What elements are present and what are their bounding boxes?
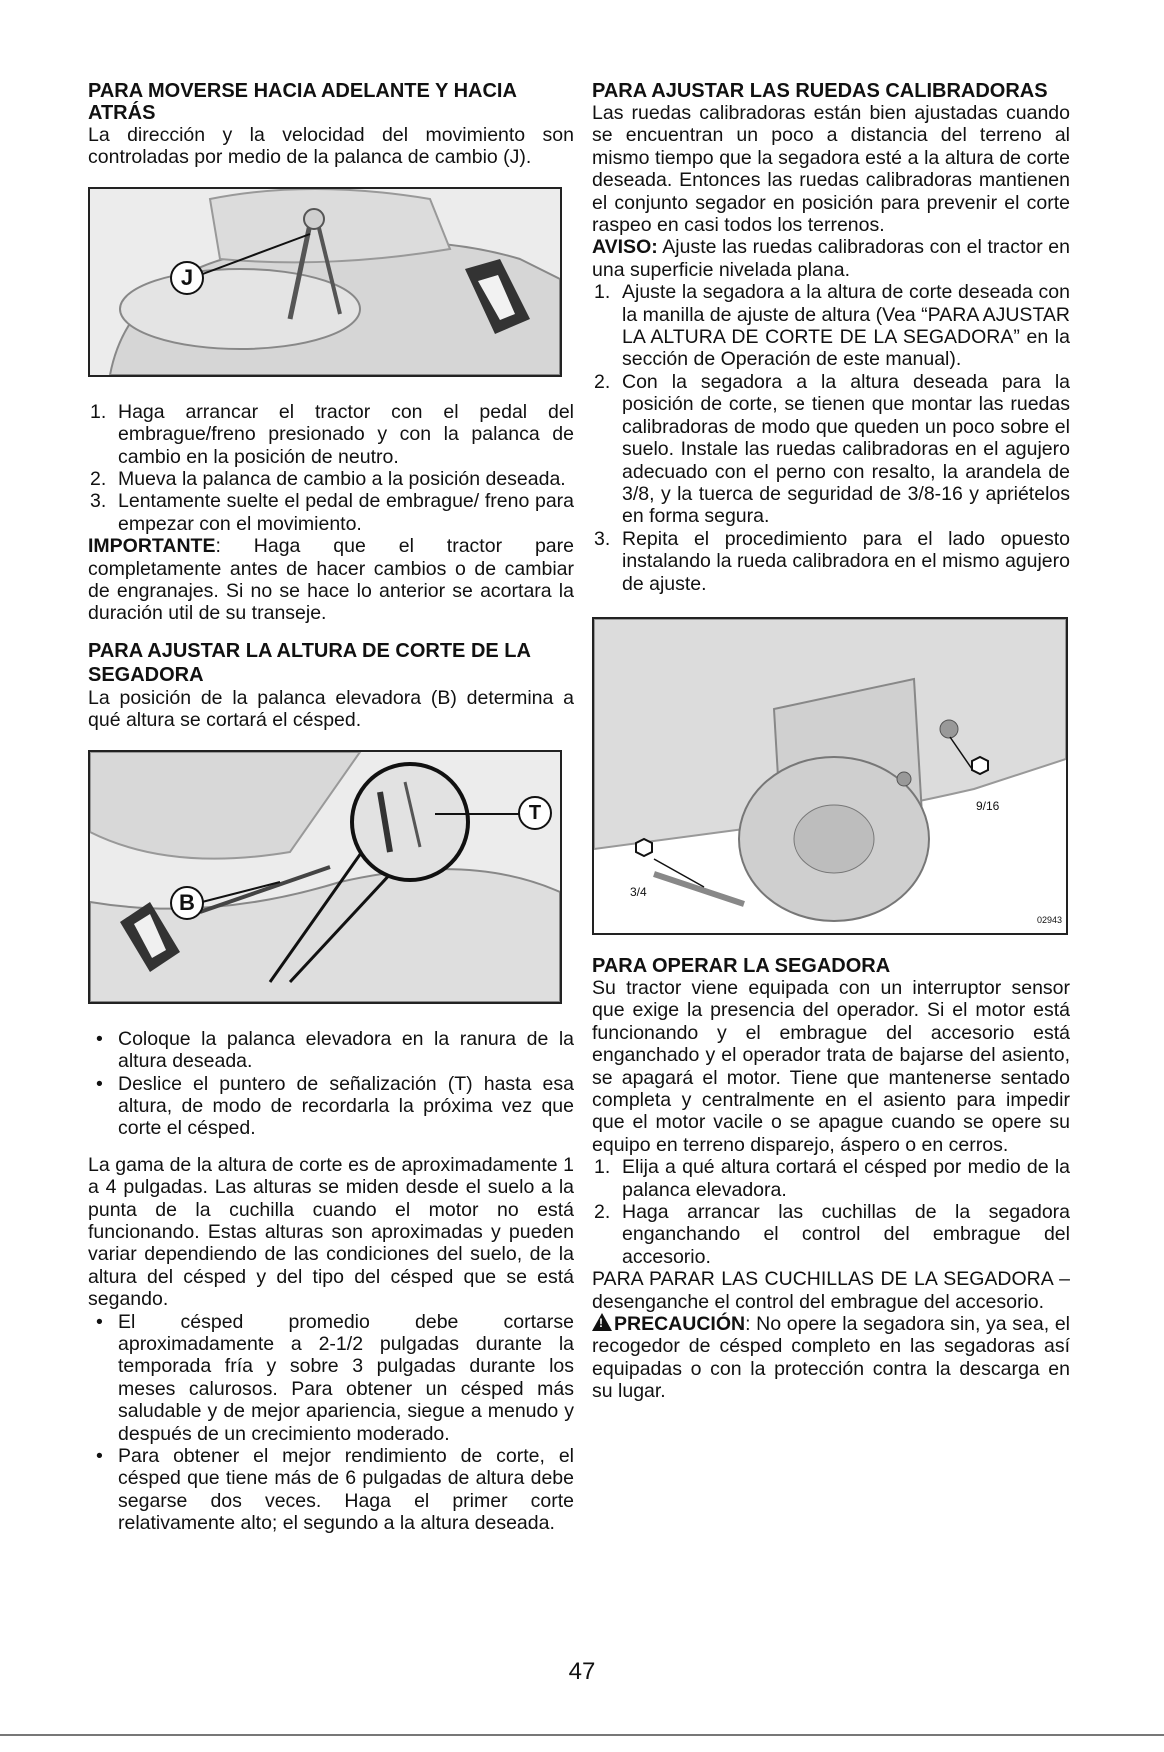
notice-label: AVISO: [592,236,658,259]
gauge-wheels-steps [592,281,1070,595]
label-3-4: 3/4 [630,884,647,899]
figure-shift-lever [88,187,562,377]
cut-height-range-paragraph: La gama de la altura de corte es de aproximadamente 1 a 4 pulgadas. Las alturas se miden desde el suelo a la punta de la cuchilla cuando el motor no está funcionando. Estas alturas son aproximadas y pueden variar dependiendo de las condiciones del suelo, de la altura del césped y del tipo del césped que se está segando. [88,1153,574,1311]
gauge-wheel-illustration [594,619,1066,933]
caution-label: PRECAUCIÓN [614,1313,746,1336]
bullet-item: • El césped promedio debe cortarse aproximadamente a 2-1/2 pulgadas durante la temporada fría y sobre 3 pulgadas durante los meses calurosos. Para obtener un césped más saludable y de mejor apariencia, siegue a menudo y después de un crecimiento moderado. [96,1310,574,1445]
warning-icon [592,1313,612,1331]
callout-t: T [518,796,552,830]
label-9-16: 9/16 [976,798,1000,813]
figure-lift-lever [88,750,562,1004]
cut-height-tips [88,1311,574,1535]
stop-blades-note: PARA PARAR LAS CUCHILLAS DE LA SEGADORA – desenganche el control del embrague del accesorio. [592,1268,1070,1313]
important-note: IMPORTANTE: Haga que el tractor pare completamente antes de hacer cambios o de cambiar de engranajes. Si no se hace lo anterior se acortara la duración util de su transeje. [88,535,574,625]
heading-cut-height: PARA AJUSTAR LA ALTURA DE CORTE DE LA SEGADORA [88,639,531,686]
step-item: 1. Haga arrancar el tractor con el pedal del embrague/freno presionado y con la palanca de cambio en la posición de neutro. [90,400,574,468]
heading-forward-reverse: PARA MOVERSE HACIA ADELANTE Y HACIA ATRÁS [88,80,517,124]
important-label: IMPORTANTE [88,535,216,558]
operate-mower-intro: Su tractor viene equipada con un interruptor sensor que exige la presencia del operador. Si el motor está funcionando y el embrague del accesorio está enganchado y el operador trata de bajarse del asiento, se apagará el motor. Tiene que mantenerse sentado completa y centralmente en el asiento para impedir que el motor vacile o se apague cuando se opere su equipo en terreno disparejo, áspero o en cerros. [592,976,1070,1156]
left-column [88,80,574,1535]
caution-note: !PRECAUCIÓN: No opere la segadora sin, ya sea, el recogedor de césped completo en las segadoras así equipadas o con la protección contra la descarga en su lugar. [592,1313,1070,1403]
step-item: 3. Repita el procedimiento para el lado opuesto instalando la rueda calibradora en el mismo agujero de ajuste. [594,527,1070,595]
bullet-item: • Para obtener el mejor rendimiento de corte, el césped que tiene más de 6 pulgadas de altura debe segarse dos veces. Haga el primer corte relativamente alto; el segundo a la altura deseada. [96,1445,574,1535]
step-item: 2. Con la segadora a la altura deseada para la posición de corte, se tienen que montar las ruedas calibradoras de modo que queden un poco sobre el suelo. Instale las ruedas calibradoras en el agujero adecuado con el perno con resalto, la arandela de 3/8, y la tuerca de seguridad de 3/8-16 y apriételos en forma segura. [594,370,1070,528]
step-item: 2. Haga arrancar las cuchillas de la segadora enganchando el control del embrague del accesorio. [594,1201,1070,1268]
shift-lever-illustration [90,189,560,375]
step-item: 1. Ajuste la segadora a la altura de corte deseada con la manilla de ajuste de altura (Vea “PARA AJUSTAR LA ALTURA DE CORTE DE LA SEGADORA” en la sección de Operación de este manual). [594,281,1070,371]
cut-height-bullets [88,1028,574,1140]
figure-code: 02943 [1036,914,1062,925]
bullet-item: • Coloque la palanca elevadora en la ranura de la altura deseada. [96,1027,574,1073]
callout-j: J [170,261,204,295]
bullet-item: • Deslice el puntero de señalización (T) hasta esa altura, de modo de recordarla la próxima vez que corte el césped. [96,1072,574,1140]
heading-operate-mower: PARA OPERAR LA SEGADORA [592,954,891,977]
notice-note: AVISO: Ajuste las ruedas calibradoras con el tractor en una superficie nivelada plana. [592,236,1070,281]
figure-gauge-wheel [592,617,1068,935]
callout-b: B [170,886,204,920]
gauge-wheels-intro: Las ruedas calibradoras están bien ajustadas cuando se encuentran un poco a distancia del terreno al mismo tiempo que la segadora esté a la altura de corte deseada. Entonces las ruedas calibradoras mantienen el conjunto segador en posición para prevenir el corte raspeo en casi todos los terrenos. [592,102,1070,237]
forward-reverse-steps [88,401,574,535]
heading-gauge-wheels: PARA AJUSTAR LAS RUEDAS CALIBRADORAS [592,80,1048,102]
cut-height-intro: La posición de la palanca elevadora (B) determina a qué altura se cortará el césped. [88,686,574,732]
step-item: 1. Elija a qué altura cortará el césped por medio de la palanca elevadora. [594,1156,1070,1201]
lift-lever-illustration [90,752,560,1002]
right-column [592,80,1070,1403]
bottom-rule [0,1734,1164,1736]
operate-mower-steps [592,1156,1070,1268]
step-item: 2. Mueva la palanca de cambio a la posición deseada. [90,468,566,491]
forward-reverse-intro: La dirección y la velocidad del movimiento son controladas por medio de la palanca de cambio (J). [88,124,574,169]
page-number: 47 [568,1658,596,1685]
step-item: 3. Lentamente suelte el pedal de embrague/ freno para empezar con el movimiento. [90,490,574,535]
